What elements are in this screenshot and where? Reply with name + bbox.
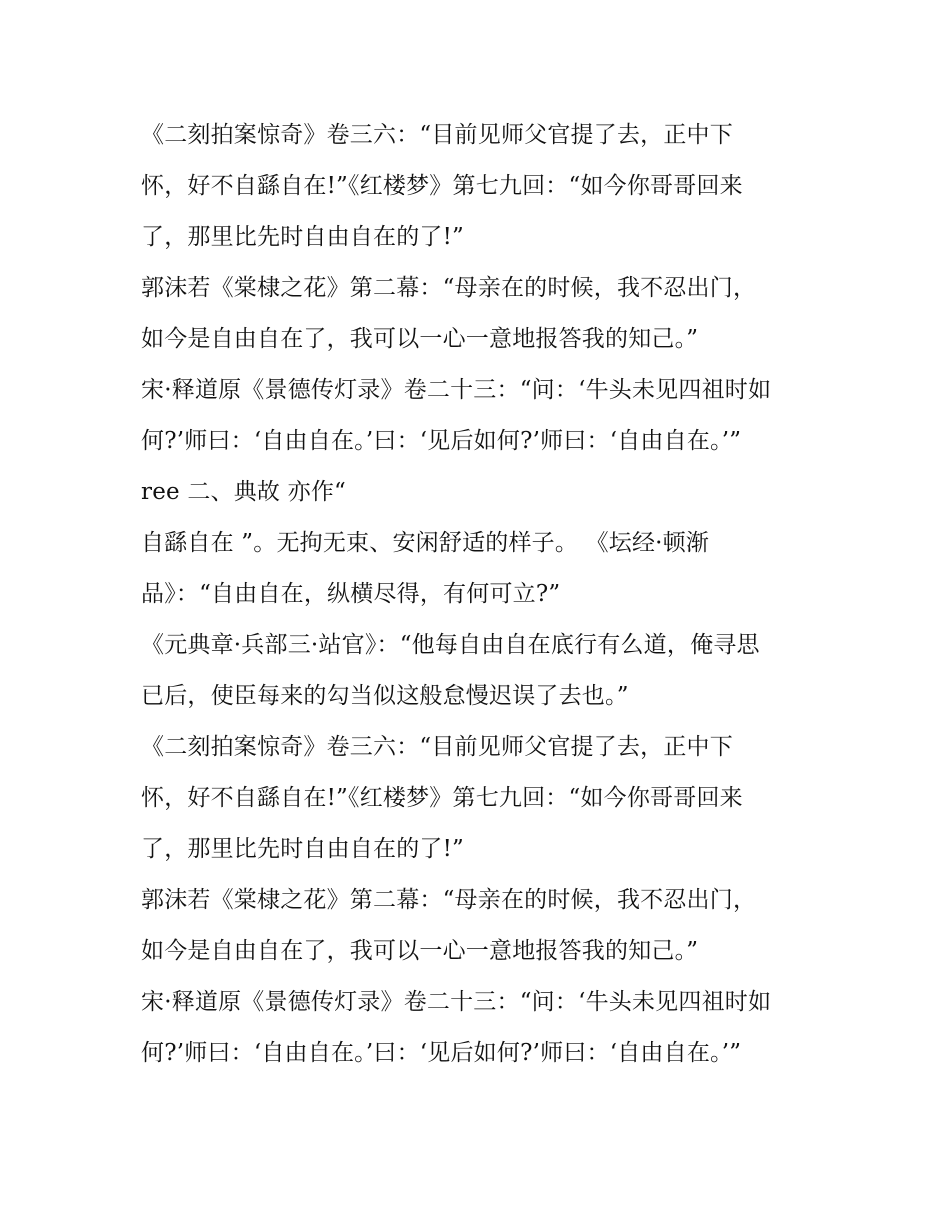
text-line: 郭沫若《棠棣之花》第二幕：“母亲在的时候，我不忍出门，	[141, 275, 757, 301]
document-body	[141, 110, 841, 1079]
text-line: 《二刻拍案惊奇》卷三六：“目前见师父官提了去，正中下	[141, 122, 733, 148]
text-line: 已后，使臣每来的勾当似这般怠慢迟误了去也。”	[141, 683, 629, 709]
text-line: 《元典章·兵部三·站官》：“他每自由自在底行有么道，俺寻思	[141, 632, 760, 658]
text-line: 《二刻拍案惊奇》卷三六：“目前见师父官提了去，正中下	[141, 734, 733, 760]
text-line: 品》：“自由自在，纵横尽得，有何可立?”	[141, 581, 561, 607]
text-line: 宋·释道原《景德传灯录》卷二十三：“问：‘牛头未见四祖时如	[141, 989, 772, 1015]
text-line: 了，那里比先时自由自在的了!”	[141, 224, 465, 250]
text-line: 如今是自由自在了，我可以一心一意地报答我的知己。”	[141, 326, 699, 352]
text-line: 怀，好不自繇自在!”《红楼梦》第七九回：“如今你哥哥回来	[141, 785, 743, 811]
text-line: 怀，好不自繇自在!”《红楼梦》第七九回：“如今你哥哥回来	[141, 173, 743, 199]
text-line: 宋·释道原《景德传灯录》卷二十三：“问：‘牛头未见四祖时如	[141, 377, 772, 403]
text-line: 郭沫若《棠棣之花》第二幕：“母亲在的时候，我不忍出门，	[141, 887, 757, 913]
text-line: ree 二、典故 亦作“	[141, 479, 346, 505]
text-line: 何?’师曰：‘自由自在。’曰：‘见后如何?’师曰：‘自由自在。’”	[141, 1040, 742, 1066]
text-line: 自繇自在 ”。无拘无束、安闲舒适的样子。 《坛经·顿渐	[141, 530, 710, 556]
text-line: 何?’师曰：‘自由自在。’曰：‘见后如何?’师曰：‘自由自在。’”	[141, 428, 742, 454]
text-line: 了，那里比先时自由自在的了!”	[141, 836, 465, 862]
text-line: 如今是自由自在了，我可以一心一意地报答我的知己。”	[141, 938, 699, 964]
